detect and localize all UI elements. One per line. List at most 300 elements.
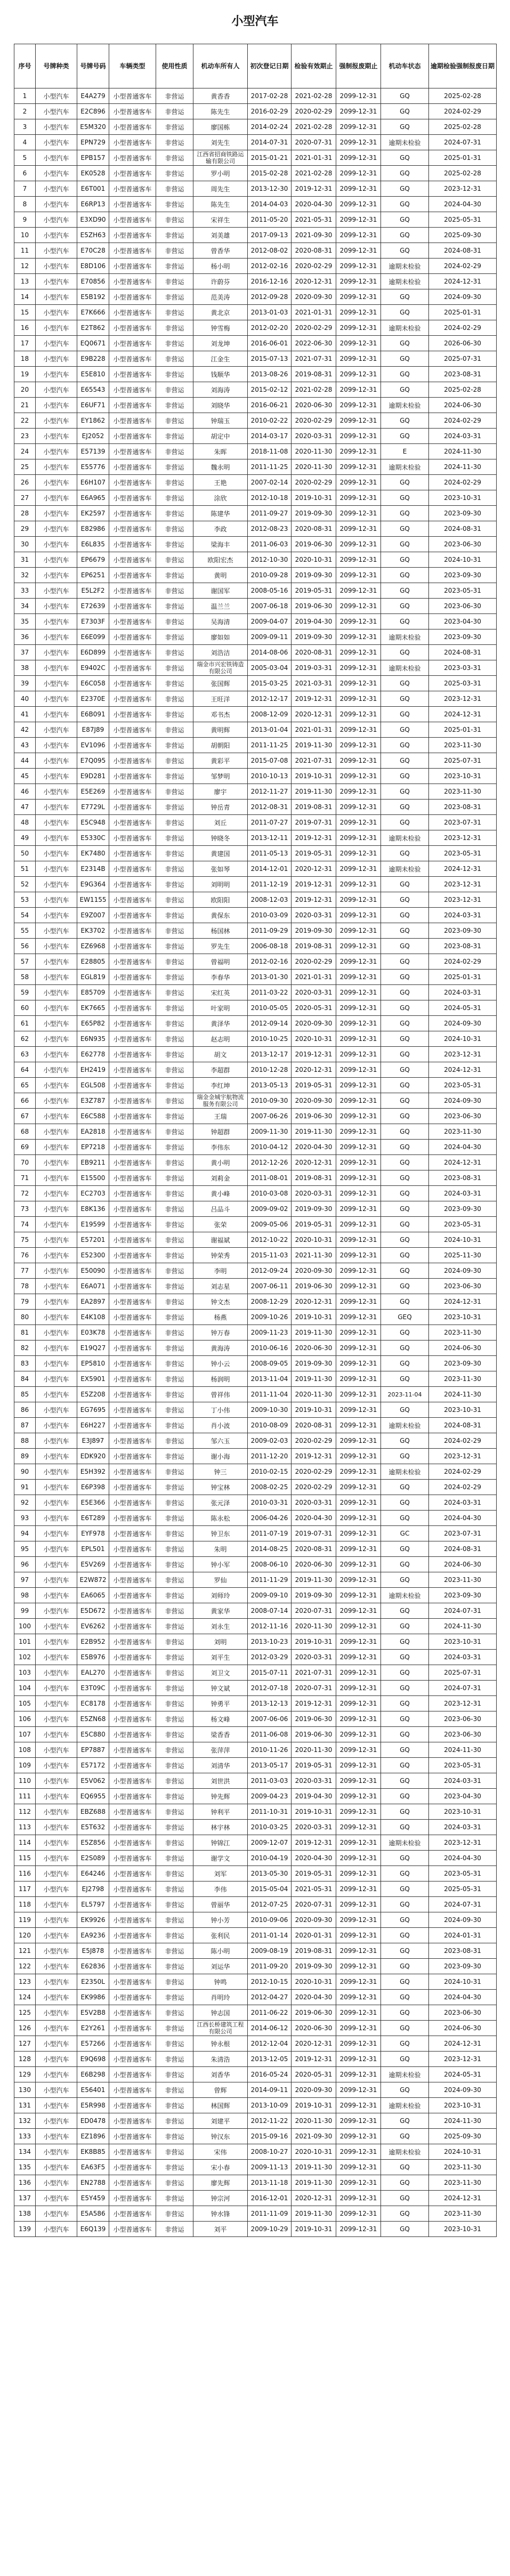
cell-inspection-valid-until: 2021-01-31 bbox=[292, 970, 336, 985]
cell-plate-number: EA6065 bbox=[77, 1588, 109, 1603]
table-row bbox=[14, 1990, 497, 2005]
cell-plate-type: 小型汽车 bbox=[36, 1062, 77, 1078]
cell-owner: 欧阳阳 bbox=[193, 892, 248, 908]
cell-plate-number: E19599 bbox=[77, 1217, 109, 1232]
cell-first-registration: 2012-08-31 bbox=[248, 800, 292, 815]
cell-inspection-valid-until: 2020-12-31 bbox=[292, 274, 336, 289]
cell-inspection-valid-until: 2019-06-30 bbox=[292, 2005, 336, 2021]
cell-vehicle-type: 小型普通客车 bbox=[109, 1696, 156, 1711]
cell-index: 12 bbox=[14, 259, 36, 274]
table-row bbox=[14, 1881, 497, 1897]
cell-mandatory-scrap-date: 2099-12-31 bbox=[336, 2144, 381, 2160]
cell-usage: 非营运 bbox=[156, 1232, 193, 1248]
cell-mandatory-scrap-date: 2099-12-31 bbox=[336, 1773, 381, 1789]
table-row bbox=[14, 1093, 497, 1109]
table-row bbox=[14, 722, 497, 738]
cell-vehicle-status: GQ bbox=[381, 1959, 429, 1974]
cell-index: 5 bbox=[14, 150, 36, 166]
cell-vehicle-type: 小型普通客车 bbox=[109, 1727, 156, 1742]
table-row bbox=[14, 444, 497, 459]
cell-usage: 非营运 bbox=[156, 336, 193, 351]
cell-plate-number: E6N935 bbox=[77, 1031, 109, 1047]
cell-usage: 非营运 bbox=[156, 1263, 193, 1279]
cell-mandatory-scrap-date: 2099-12-31 bbox=[336, 1109, 381, 1124]
cell-overdue-scrap-date: 2024-07-31 bbox=[429, 1681, 497, 1696]
cell-index: 62 bbox=[14, 1031, 36, 1047]
cell-plate-type: 小型汽车 bbox=[36, 1711, 77, 1727]
cell-index: 25 bbox=[14, 459, 36, 475]
cell-vehicle-status: GQ bbox=[381, 970, 429, 985]
cell-overdue-scrap-date: 2023-09-30 bbox=[429, 923, 497, 939]
table-row bbox=[14, 1263, 497, 1279]
cell-plate-number: EG7695 bbox=[77, 1402, 109, 1418]
cell-inspection-valid-until: 2019-12-31 bbox=[292, 1047, 336, 1062]
cell-index: 125 bbox=[14, 2005, 36, 2021]
cell-plate-type: 小型汽车 bbox=[36, 2160, 77, 2175]
cell-plate-type: 小型汽车 bbox=[36, 2113, 77, 2129]
cell-vehicle-type: 小型普通客车 bbox=[109, 1402, 156, 1418]
cell-vehicle-status: GQ bbox=[381, 1711, 429, 1727]
cell-vehicle-status: GQ bbox=[381, 1078, 429, 1093]
cell-index: 37 bbox=[14, 645, 36, 660]
cell-mandatory-scrap-date: 2099-12-31 bbox=[336, 985, 381, 1000]
cell-inspection-valid-until: 2020-11-30 bbox=[292, 1619, 336, 1634]
cell-inspection-valid-until: 2019-10-31 bbox=[292, 2222, 336, 2237]
cell-mandatory-scrap-date: 2099-12-31 bbox=[336, 939, 381, 954]
cell-first-registration: 2018-11-08 bbox=[248, 444, 292, 459]
cell-overdue-scrap-date: 2024-08-31 bbox=[429, 521, 497, 537]
cell-vehicle-type: 小型普通客车 bbox=[109, 645, 156, 660]
cell-mandatory-scrap-date: 2099-12-31 bbox=[336, 2036, 381, 2052]
cell-inspection-valid-until: 2019-12-31 bbox=[292, 691, 336, 707]
cell-plate-type: 小型汽车 bbox=[36, 429, 77, 444]
table-row bbox=[14, 568, 497, 583]
cell-overdue-scrap-date: 2023-08-31 bbox=[429, 367, 497, 382]
cell-usage: 非营运 bbox=[156, 784, 193, 800]
cell-plate-type: 小型汽车 bbox=[36, 1866, 77, 1881]
table-row bbox=[14, 815, 497, 830]
cell-owner: 许蔚芬 bbox=[193, 274, 248, 289]
cell-vehicle-status: GQ bbox=[381, 1727, 429, 1742]
cell-owner: 张利民 bbox=[193, 1928, 248, 1943]
cell-mandatory-scrap-date: 2099-12-31 bbox=[336, 583, 381, 599]
cell-usage: 非营运 bbox=[156, 939, 193, 954]
cell-mandatory-scrap-date: 2099-12-31 bbox=[336, 1711, 381, 1727]
cell-vehicle-type: 小型普通客车 bbox=[109, 939, 156, 954]
cell-vehicle-type: 小型普通客车 bbox=[109, 1959, 156, 1974]
cell-vehicle-status: GQ bbox=[381, 784, 429, 800]
cell-index: 100 bbox=[14, 1619, 36, 1634]
cell-vehicle-status: 逾期未检验 bbox=[381, 2067, 429, 2082]
cell-mandatory-scrap-date: 2099-12-31 bbox=[336, 212, 381, 228]
cell-owner: 林宇林 bbox=[193, 1820, 248, 1835]
table-row bbox=[14, 738, 497, 753]
table-row bbox=[14, 1480, 497, 1495]
cell-index: 67 bbox=[14, 1109, 36, 1124]
cell-vehicle-status: 逾期未检验 bbox=[381, 320, 429, 336]
cell-plate-type: 小型汽车 bbox=[36, 1820, 77, 1835]
table-row bbox=[14, 305, 497, 320]
table-row bbox=[14, 1325, 497, 1341]
cell-plate-number: E5Y459 bbox=[77, 2191, 109, 2206]
cell-plate-type: 小型汽车 bbox=[36, 1912, 77, 1928]
cell-overdue-scrap-date: 2024-12-31 bbox=[429, 2036, 497, 2052]
cell-vehicle-type: 小型普通客车 bbox=[109, 398, 156, 413]
cell-inspection-valid-until: 2019-06-30 bbox=[292, 1109, 336, 1124]
cell-overdue-scrap-date: 2024-02-29 bbox=[429, 1464, 497, 1480]
cell-mandatory-scrap-date: 2099-12-31 bbox=[336, 629, 381, 645]
table-row bbox=[14, 691, 497, 707]
cell-owner: 曾福明 bbox=[193, 954, 248, 970]
cell-vehicle-type: 小型普通客车 bbox=[109, 2036, 156, 2052]
cell-vehicle-status: GQ bbox=[381, 1155, 429, 1170]
cell-inspection-valid-until: 2020-09-30 bbox=[292, 2082, 336, 2098]
table-row bbox=[14, 2222, 497, 2237]
cell-plate-number: E65543 bbox=[77, 382, 109, 398]
cell-vehicle-status: GQ bbox=[381, 1109, 429, 1124]
cell-plate-number: EL5797 bbox=[77, 1897, 109, 1912]
cell-overdue-scrap-date: 2023-06-30 bbox=[429, 1727, 497, 1742]
cell-vehicle-type: 小型普通客车 bbox=[109, 274, 156, 289]
cell-vehicle-status: GQ bbox=[381, 753, 429, 769]
cell-inspection-valid-until: 2019-12-31 bbox=[292, 877, 336, 892]
cell-vehicle-type: 小型普通客车 bbox=[109, 830, 156, 846]
cell-usage: 非营运 bbox=[156, 351, 193, 367]
cell-usage: 非营运 bbox=[156, 1727, 193, 1742]
cell-plate-number: E8K136 bbox=[77, 1201, 109, 1217]
cell-mandatory-scrap-date: 2099-12-31 bbox=[336, 1619, 381, 1634]
cell-overdue-scrap-date: 2024-04-30 bbox=[429, 1990, 497, 2005]
cell-mandatory-scrap-date: 2099-12-31 bbox=[336, 830, 381, 846]
cell-vehicle-status: GQ bbox=[381, 1897, 429, 1912]
cell-usage: 非营运 bbox=[156, 243, 193, 259]
cell-plate-number: E3J897 bbox=[77, 1433, 109, 1449]
cell-owner: 刘志星 bbox=[193, 1279, 248, 1294]
cell-mandatory-scrap-date: 2099-12-31 bbox=[336, 166, 381, 181]
cell-overdue-scrap-date: 2023-10-31 bbox=[429, 1402, 497, 1418]
table-row bbox=[14, 2036, 497, 2052]
cell-inspection-valid-until: 2019-09-30 bbox=[292, 1201, 336, 1217]
table-row bbox=[14, 1248, 497, 1263]
cell-inspection-valid-until: 2020-04-30 bbox=[292, 197, 336, 212]
cell-owner: 范美涛 bbox=[193, 289, 248, 305]
cell-usage: 非营运 bbox=[156, 1789, 193, 1804]
cell-first-registration: 2012-10-22 bbox=[248, 1232, 292, 1248]
cell-index: 135 bbox=[14, 2160, 36, 2175]
cell-owner: 钟汉东 bbox=[193, 2129, 248, 2144]
cell-first-registration: 2007-06-11 bbox=[248, 1279, 292, 1294]
cell-plate-type: 小型汽车 bbox=[36, 2222, 77, 2237]
cell-plate-type: 小型汽车 bbox=[36, 892, 77, 908]
cell-overdue-scrap-date: 2024-11-30 bbox=[429, 1619, 497, 1634]
cell-overdue-scrap-date: 2023-12-31 bbox=[429, 1047, 497, 1062]
cell-first-registration: 2011-09-20 bbox=[248, 1959, 292, 1974]
table-row bbox=[14, 1959, 497, 1974]
cell-usage: 非营运 bbox=[156, 1449, 193, 1464]
cell-plate-type: 小型汽车 bbox=[36, 939, 77, 954]
cell-plate-type: 小型汽车 bbox=[36, 475, 77, 490]
cell-first-registration: 2011-06-03 bbox=[248, 537, 292, 552]
cell-owner: 刘莉金 bbox=[193, 1170, 248, 1186]
cell-owner: 谢福斌 bbox=[193, 1232, 248, 1248]
cell-mandatory-scrap-date: 2099-12-31 bbox=[336, 413, 381, 429]
cell-usage: 非营运 bbox=[156, 197, 193, 212]
cell-first-registration: 2010-04-19 bbox=[248, 1851, 292, 1866]
cell-first-registration: 2013-10-09 bbox=[248, 2098, 292, 2113]
cell-plate-number: EGL508 bbox=[77, 1078, 109, 1093]
cell-index: 47 bbox=[14, 800, 36, 815]
cell-usage: 非营运 bbox=[156, 2005, 193, 2021]
cell-vehicle-status: GQ bbox=[381, 645, 429, 660]
cell-inspection-valid-until: 2019-11-30 bbox=[292, 2175, 336, 2191]
cell-first-registration: 2015-01-21 bbox=[248, 150, 292, 166]
cell-index: 137 bbox=[14, 2191, 36, 2206]
cell-usage: 非营运 bbox=[156, 1217, 193, 1232]
table-row bbox=[14, 1665, 497, 1681]
cell-plate-type: 小型汽车 bbox=[36, 1495, 77, 1511]
cell-plate-type: 小型汽车 bbox=[36, 1681, 77, 1696]
cell-plate-number: EQ0671 bbox=[77, 336, 109, 351]
cell-usage: 非营运 bbox=[156, 398, 193, 413]
cell-plate-type: 小型汽车 bbox=[36, 1835, 77, 1851]
cell-index: 129 bbox=[14, 2067, 36, 2082]
cell-vehicle-status: GQ bbox=[381, 289, 429, 305]
cell-plate-number: EC2703 bbox=[77, 1186, 109, 1201]
cell-mandatory-scrap-date: 2099-12-31 bbox=[336, 104, 381, 119]
cell-usage: 非营运 bbox=[156, 1928, 193, 1943]
cell-plate-number: E57201 bbox=[77, 1232, 109, 1248]
cell-vehicle-status: GQ bbox=[381, 1341, 429, 1356]
cell-inspection-valid-until: 2019-06-30 bbox=[292, 537, 336, 552]
cell-mandatory-scrap-date: 2099-12-31 bbox=[336, 243, 381, 259]
cell-vehicle-status: GQ bbox=[381, 243, 429, 259]
cell-mandatory-scrap-date: 2099-12-31 bbox=[336, 1665, 381, 1681]
cell-vehicle-type: 小型普通客车 bbox=[109, 2082, 156, 2098]
cell-mandatory-scrap-date: 2099-12-31 bbox=[336, 1851, 381, 1866]
cell-usage: 非营运 bbox=[156, 135, 193, 150]
cell-owner: 周先生 bbox=[193, 181, 248, 197]
cell-plate-type: 小型汽车 bbox=[36, 784, 77, 800]
cell-first-registration: 2010-08-09 bbox=[248, 1418, 292, 1433]
cell-usage: 非营运 bbox=[156, 1495, 193, 1511]
cell-owner: 刘永生 bbox=[193, 1619, 248, 1634]
cell-overdue-scrap-date: 2024-11-30 bbox=[429, 444, 497, 459]
cell-overdue-scrap-date: 2025-07-31 bbox=[429, 753, 497, 769]
cell-plate-type: 小型汽车 bbox=[36, 490, 77, 506]
table-row bbox=[14, 599, 497, 614]
cell-first-registration: 2011-11-29 bbox=[248, 1572, 292, 1588]
cell-overdue-scrap-date: 2024-12-31 bbox=[429, 1062, 497, 1078]
cell-plate-type: 小型汽车 bbox=[36, 212, 77, 228]
cell-overdue-scrap-date: 2024-09-30 bbox=[429, 1093, 497, 1109]
cell-first-registration: 2008-12-03 bbox=[248, 892, 292, 908]
cell-overdue-scrap-date: 2024-10-31 bbox=[429, 552, 497, 568]
cell-first-registration: 2011-05-13 bbox=[248, 846, 292, 861]
cell-index: 21 bbox=[14, 398, 36, 413]
cell-usage: 非营运 bbox=[156, 1109, 193, 1124]
cell-index: 52 bbox=[14, 877, 36, 892]
cell-plate-number: ED0478 bbox=[77, 2113, 109, 2129]
table-row bbox=[14, 2144, 497, 2160]
cell-usage: 非营运 bbox=[156, 320, 193, 336]
cell-index: 116 bbox=[14, 1866, 36, 1881]
cell-index: 14 bbox=[14, 289, 36, 305]
cell-index: 130 bbox=[14, 2082, 36, 2098]
cell-index: 81 bbox=[14, 1325, 36, 1341]
cell-vehicle-status: GQ bbox=[381, 1232, 429, 1248]
cell-inspection-valid-until: 2019-04-30 bbox=[292, 614, 336, 629]
cell-plate-type: 小型汽车 bbox=[36, 1418, 77, 1433]
cell-usage: 非营运 bbox=[156, 1665, 193, 1681]
cell-usage: 非营运 bbox=[156, 1851, 193, 1866]
cell-plate-type: 小型汽车 bbox=[36, 815, 77, 830]
cell-index: 105 bbox=[14, 1696, 36, 1711]
cell-index: 42 bbox=[14, 722, 36, 738]
cell-plate-number: E5C948 bbox=[77, 815, 109, 830]
cell-inspection-valid-until: 2019-12-31 bbox=[292, 2052, 336, 2067]
cell-vehicle-status: GQ bbox=[381, 1804, 429, 1820]
cell-usage: 非营运 bbox=[156, 676, 193, 691]
cell-first-registration: 2008-06-10 bbox=[248, 1557, 292, 1572]
col-header-overdue-scrap-date: 逾期检验强制报废日期 bbox=[429, 44, 497, 88]
cell-usage: 非营运 bbox=[156, 1835, 193, 1851]
cell-usage: 非营运 bbox=[156, 583, 193, 599]
cell-inspection-valid-until: 2019-05-31 bbox=[292, 1758, 336, 1773]
cell-owner: 钟岳青 bbox=[193, 800, 248, 815]
cell-inspection-valid-until: 2021-09-30 bbox=[292, 2129, 336, 2144]
cell-index: 49 bbox=[14, 830, 36, 846]
cell-vehicle-type: 小型普通客车 bbox=[109, 88, 156, 104]
cell-plate-number: EC8178 bbox=[77, 1696, 109, 1711]
cell-plate-type: 小型汽车 bbox=[36, 1928, 77, 1943]
cell-index: 18 bbox=[14, 351, 36, 367]
cell-first-registration: 2011-05-20 bbox=[248, 212, 292, 228]
cell-vehicle-status: GQ bbox=[381, 1511, 429, 1526]
cell-plate-number: E57266 bbox=[77, 2036, 109, 2052]
cell-usage: 非营运 bbox=[156, 1943, 193, 1959]
cell-index: 15 bbox=[14, 305, 36, 320]
cell-usage: 非营运 bbox=[156, 228, 193, 243]
cell-plate-number: EPL501 bbox=[77, 1541, 109, 1557]
cell-first-registration: 2008-02-25 bbox=[248, 1480, 292, 1495]
cell-owner: 胡文 bbox=[193, 1047, 248, 1062]
cell-first-registration: 2015-02-28 bbox=[248, 166, 292, 181]
cell-overdue-scrap-date: 2023-05-31 bbox=[429, 1217, 497, 1232]
cell-plate-type: 小型汽车 bbox=[36, 629, 77, 645]
cell-mandatory-scrap-date: 2099-12-31 bbox=[336, 722, 381, 738]
cell-inspection-valid-until: 2019-11-30 bbox=[292, 1325, 336, 1341]
cell-usage: 非营运 bbox=[156, 1758, 193, 1773]
cell-mandatory-scrap-date: 2099-12-31 bbox=[336, 88, 381, 104]
cell-vehicle-type: 小型普通客车 bbox=[109, 815, 156, 830]
cell-index: 45 bbox=[14, 769, 36, 784]
cell-usage: 非营运 bbox=[156, 753, 193, 769]
table-row bbox=[14, 166, 497, 181]
cell-vehicle-type: 小型普通客车 bbox=[109, 1758, 156, 1773]
cell-index: 28 bbox=[14, 506, 36, 521]
cell-plate-number: EK7665 bbox=[77, 1000, 109, 1016]
cell-plate-type: 小型汽车 bbox=[36, 398, 77, 413]
cell-plate-number: E57139 bbox=[77, 444, 109, 459]
cell-inspection-valid-until: 2021-02-28 bbox=[292, 166, 336, 181]
cell-inspection-valid-until: 2020-04-30 bbox=[292, 1511, 336, 1526]
cell-plate-number: E2Y261 bbox=[77, 2021, 109, 2036]
cell-vehicle-status: GQ bbox=[381, 939, 429, 954]
cell-first-registration: 2011-10-31 bbox=[248, 1804, 292, 1820]
cell-usage: 非营运 bbox=[156, 1526, 193, 1541]
cell-mandatory-scrap-date: 2099-12-31 bbox=[336, 1371, 381, 1387]
cell-vehicle-status: 逾期未检验 bbox=[381, 459, 429, 475]
cell-plate-type: 小型汽车 bbox=[36, 1557, 77, 1572]
cell-usage: 非营运 bbox=[156, 1402, 193, 1418]
cell-vehicle-type: 小型普通客车 bbox=[109, 1603, 156, 1619]
cell-owner: 黄保东 bbox=[193, 908, 248, 923]
cell-index: 46 bbox=[14, 784, 36, 800]
cell-usage: 非营运 bbox=[156, 1325, 193, 1341]
cell-mandatory-scrap-date: 2099-12-31 bbox=[336, 1588, 381, 1603]
cell-usage: 非营运 bbox=[156, 537, 193, 552]
cell-plate-number: E6Q139 bbox=[77, 2222, 109, 2237]
table-header-row bbox=[14, 44, 497, 88]
table-row bbox=[14, 892, 497, 908]
cell-plate-type: 小型汽车 bbox=[36, 568, 77, 583]
cell-mandatory-scrap-date: 2099-12-31 bbox=[336, 1742, 381, 1758]
cell-first-registration: 2011-11-04 bbox=[248, 1387, 292, 1402]
cell-overdue-scrap-date: 2024-12-31 bbox=[429, 2191, 497, 2206]
cell-mandatory-scrap-date: 2099-12-31 bbox=[336, 1031, 381, 1047]
table-row bbox=[14, 320, 497, 336]
cell-overdue-scrap-date: 2023-12-31 bbox=[429, 1696, 497, 1711]
cell-vehicle-type: 小型普通客车 bbox=[109, 1294, 156, 1310]
cell-vehicle-status: GQ bbox=[381, 722, 429, 738]
cell-mandatory-scrap-date: 2099-12-31 bbox=[336, 1186, 381, 1201]
table-row bbox=[14, 1619, 497, 1634]
cell-plate-number: EBZ688 bbox=[77, 1804, 109, 1820]
cell-vehicle-type: 小型普通客车 bbox=[109, 908, 156, 923]
cell-owner: 杨燕 bbox=[193, 1310, 248, 1325]
cell-inspection-valid-until: 2020-08-31 bbox=[292, 243, 336, 259]
table-row bbox=[14, 939, 497, 954]
cell-first-registration: 2007-06-06 bbox=[248, 1711, 292, 1727]
cell-index: 107 bbox=[14, 1727, 36, 1742]
cell-overdue-scrap-date: 2024-03-31 bbox=[429, 1186, 497, 1201]
cell-inspection-valid-until: 2020-11-30 bbox=[292, 459, 336, 475]
cell-usage: 非营运 bbox=[156, 800, 193, 815]
cell-vehicle-status: GQ bbox=[381, 1263, 429, 1279]
cell-inspection-valid-until: 2020-02-29 bbox=[292, 1433, 336, 1449]
cell-plate-type: 小型汽车 bbox=[36, 2052, 77, 2067]
cell-owner: 刘晓华 bbox=[193, 398, 248, 413]
cell-usage: 非营运 bbox=[156, 970, 193, 985]
cell-plate-type: 小型汽车 bbox=[36, 1650, 77, 1665]
cell-plate-number: E70C28 bbox=[77, 243, 109, 259]
cell-owner: 江金生 bbox=[193, 351, 248, 367]
cell-vehicle-type: 小型普通客车 bbox=[109, 738, 156, 753]
cell-usage: 非营运 bbox=[156, 1881, 193, 1897]
cell-plate-number: EK9926 bbox=[77, 1912, 109, 1928]
cell-index: 58 bbox=[14, 970, 36, 985]
cell-owner: 刘龙坤 bbox=[193, 336, 248, 351]
cell-mandatory-scrap-date: 2099-12-31 bbox=[336, 1294, 381, 1310]
cell-inspection-valid-until: 2019-09-30 bbox=[292, 1959, 336, 1974]
cell-inspection-valid-until: 2019-05-31 bbox=[292, 1078, 336, 1093]
cell-owner: 谢小海 bbox=[193, 1449, 248, 1464]
cell-usage: 非营运 bbox=[156, 1804, 193, 1820]
cell-vehicle-status: GQ bbox=[381, 429, 429, 444]
cell-vehicle-type: 小型普通客车 bbox=[109, 846, 156, 861]
cell-vehicle-type: 小型普通客车 bbox=[109, 1310, 156, 1325]
cell-overdue-scrap-date: 2024-12-31 bbox=[429, 861, 497, 877]
